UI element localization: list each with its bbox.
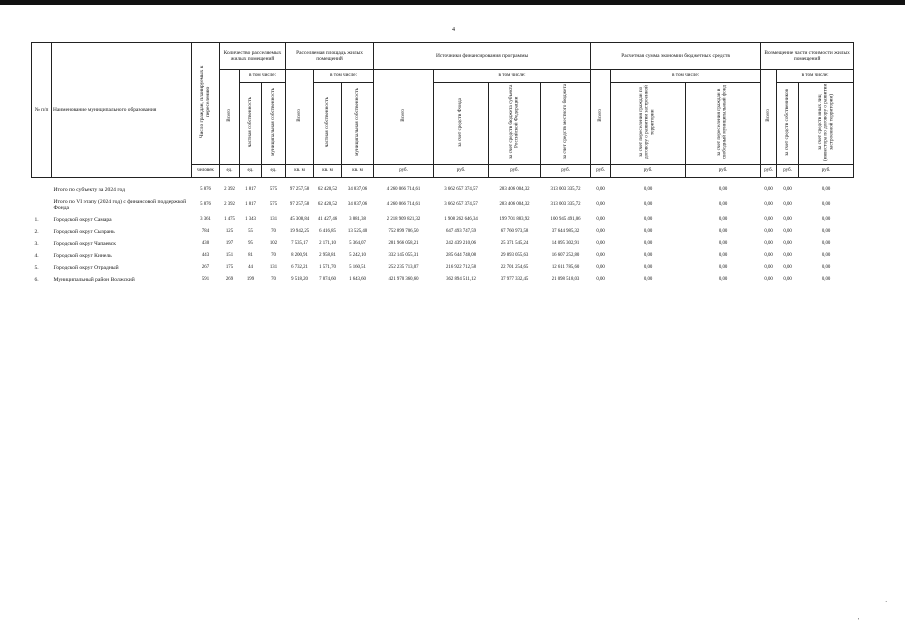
value-cell: 313 003 335,72 — [550, 202, 581, 208]
resettlement-table — [31, 42, 854, 286]
value-cell: 0,00 — [783, 229, 792, 235]
value-cell: 0,00 — [821, 202, 831, 208]
value-cell: 0,00 — [783, 253, 792, 259]
header-eco-free: за счет переселения граждан в свободный муниципальный фонд — [686, 83, 761, 165]
value-cell: 575 — [269, 187, 278, 193]
value-cell: 0,00 — [718, 241, 728, 247]
value-cell: 45 308,84 — [289, 217, 310, 223]
value-cell: 0,00 — [643, 217, 653, 223]
row-number — [32, 196, 52, 214]
value-cell: 281 966 058,21 — [388, 241, 419, 247]
scan-mark: ' — [858, 617, 860, 625]
header-funding-group: Источники финансирования программы — [374, 43, 591, 70]
value-cell: 0,00 — [643, 265, 653, 271]
unit-cell: руб. — [541, 164, 591, 177]
value-cell: 443 — [201, 253, 210, 259]
value-cell: 44 — [248, 265, 253, 271]
value-cell: 1 343 — [245, 217, 256, 223]
header-economy-group: Расчетная сумма экономии бюджетных средств — [591, 43, 761, 70]
header-area-municipal: муниципальная собственность — [342, 83, 374, 165]
value-cell: 0,00 — [718, 253, 728, 259]
value-cell: 0,00 — [718, 202, 728, 208]
value-cell: 0,00 — [821, 187, 831, 193]
row-number: 2. — [34, 228, 39, 235]
value-cell: 8 200,91 — [291, 253, 308, 259]
value-cell: 647 493 747,59 — [446, 229, 477, 235]
value-cell: 55 — [248, 229, 253, 235]
header-comp-incl: в том числе: — [777, 70, 854, 83]
value-cell: 0,00 — [821, 217, 831, 223]
value-cell: 285 644 748,08 — [446, 253, 477, 259]
value-cell: 97 257,58 — [289, 202, 310, 208]
value-cell: 0,00 — [764, 217, 773, 223]
header-count-municipal: муниципальная собственность — [262, 83, 286, 165]
header-no: № п/п — [32, 43, 52, 178]
header-funding-incl: в том числе: — [434, 70, 591, 83]
header-eco-dev: за счет переселения граждан по договору о развитии застроенной территории — [611, 83, 686, 165]
header-economy-total: Всего — [591, 70, 611, 165]
value-cell: 67 760 973,58 — [500, 229, 529, 235]
table-row — [32, 274, 854, 286]
header-economy-incl: в том числе: — [611, 70, 761, 83]
value-cell: 269 — [225, 277, 234, 283]
value-cell: 0,00 — [783, 202, 792, 208]
row-name: Городской округ Отрадный — [53, 264, 119, 271]
header-fund: за счет средств Фонда — [434, 83, 489, 165]
value-cell: 0,00 — [643, 187, 653, 193]
value-cell: 62 420,52 — [317, 202, 338, 208]
value-cell: 97 257,58 — [289, 187, 310, 193]
header-comp-others: за счет средств иных лиц (инвестора по договору о развитии застроенной территории) — [799, 83, 854, 165]
value-cell: 3 662 657 374,57 — [444, 187, 478, 193]
value-cell: 5 160,51 — [349, 265, 366, 271]
unit-cell: человек — [192, 164, 220, 177]
value-cell: 1 475 — [224, 217, 235, 223]
value-cell: 0,00 — [764, 277, 773, 283]
header-funding-total: Всего — [374, 70, 434, 165]
row-name: Городской округ Самара — [53, 216, 112, 223]
value-cell: 3 662 657 374,57 — [444, 202, 478, 208]
value-cell: 7 874,60 — [319, 277, 336, 283]
row-number: 6. — [34, 276, 39, 283]
table-row — [32, 250, 854, 262]
unit-cell: руб. — [489, 164, 541, 177]
row-name: Городской округ Кинель — [53, 252, 112, 259]
value-cell: 3 881,38 — [349, 217, 366, 223]
value-cell: 5 876 — [200, 187, 211, 193]
value-cell: 102 — [269, 241, 278, 247]
header-name: Наименование муниципального образования — [52, 43, 192, 178]
value-cell: 1 908 262 646,34 — [444, 217, 478, 223]
value-cell: 0,00 — [764, 241, 773, 247]
row-name: Итого по субъекту за 2024 год — [53, 186, 125, 193]
top-scan-border — [0, 0, 905, 5]
value-cell: 70 — [271, 253, 276, 259]
value-cell: 591 — [201, 277, 210, 283]
value-cell: 0,00 — [764, 187, 773, 193]
value-cell: 0,00 — [596, 253, 605, 259]
header-count-total: Всего — [220, 70, 240, 165]
unit-cell: руб. — [777, 164, 799, 177]
unit-cell: руб. — [591, 164, 611, 177]
header-comp-owners: за счет средств собственников — [777, 83, 799, 165]
value-cell: 0,00 — [783, 265, 792, 271]
row-name: Городской округ Чапаевск — [53, 240, 116, 247]
value-cell: 70 — [271, 229, 276, 235]
value-cell: 2 218 909 821,32 — [386, 217, 421, 223]
value-cell: 37 644 985,32 — [551, 229, 580, 235]
value-cell: 41 427,46 — [317, 217, 338, 223]
unit-cell: руб. — [611, 164, 686, 177]
value-cell: 14 095 302,91 — [551, 241, 580, 247]
value-cell: 0,00 — [596, 265, 605, 271]
value-cell: 22 701 254,65 — [500, 265, 529, 271]
unit-cell: ед. — [262, 164, 286, 177]
value-cell: 0,00 — [718, 217, 728, 223]
row-number: 1. — [34, 216, 39, 223]
page-number: 4 — [452, 27, 455, 33]
value-cell: 0,00 — [643, 229, 653, 235]
row-number: 5. — [34, 264, 39, 271]
value-cell: 0,00 — [821, 265, 831, 271]
header-regional: за счет средств бюджета субъекта Российской Федерации — [489, 83, 541, 165]
value-cell: 0,00 — [764, 202, 773, 208]
value-cell: 13 525,40 — [347, 229, 368, 235]
value-cell: 5 364,07 — [349, 241, 366, 247]
value-cell: 0,00 — [718, 277, 728, 283]
unit-cell: кв. м — [286, 164, 314, 177]
table-body — [32, 177, 854, 286]
value-cell: 0,00 — [643, 202, 653, 208]
value-cell: 197 — [225, 241, 234, 247]
value-cell: 0,00 — [596, 202, 605, 208]
value-cell: 313 003 335,72 — [550, 187, 581, 193]
unit-cell: руб. — [434, 164, 489, 177]
value-cell: 283 406 004,32 — [499, 187, 530, 193]
table-header — [32, 43, 854, 178]
value-cell: 125 — [225, 229, 234, 235]
value-cell: 6 732,21 — [291, 265, 308, 271]
unit-cell: руб. — [761, 164, 777, 177]
value-cell: 0,00 — [643, 253, 653, 259]
unit-cell: руб. — [686, 164, 761, 177]
value-cell: 1 817 — [245, 187, 256, 193]
value-cell: 37 977 332,45 — [500, 277, 529, 283]
row-number — [32, 184, 52, 196]
unit-cell: ед. — [220, 164, 240, 177]
table-row — [32, 226, 854, 238]
value-cell: 16 607 252,80 — [551, 253, 580, 259]
unit-cell: кв. м — [342, 164, 374, 177]
value-cell: 9 518,20 — [291, 277, 308, 283]
table-row — [32, 214, 854, 226]
header-area-private: частная собственность — [314, 83, 342, 165]
value-cell: 19 942,25 — [289, 229, 310, 235]
value-cell: 362 894 511,12 — [446, 277, 476, 283]
value-cell: 0,00 — [596, 277, 605, 283]
value-cell: 151 — [225, 253, 234, 259]
value-cell: 430 — [201, 241, 210, 247]
value-cell: 2 392 — [224, 187, 235, 193]
table-row — [32, 238, 854, 250]
value-cell: 7 535,17 — [291, 241, 308, 247]
row-number: 3. — [34, 240, 39, 247]
value-cell: 3 361 — [200, 217, 211, 223]
value-cell: 0,00 — [821, 229, 831, 235]
value-cell: 0,00 — [783, 217, 792, 223]
value-cell: 0,00 — [596, 217, 605, 223]
unit-cell: руб. — [799, 164, 854, 177]
value-cell: 332 145 055,31 — [388, 253, 419, 259]
value-cell: 0,00 — [821, 277, 831, 283]
header-count-group: Количество расселяемых жилых помещений — [220, 43, 286, 70]
header-count-private: частная собственность — [240, 83, 262, 165]
value-cell: 0,00 — [596, 229, 605, 235]
row-name: Муниципальный район Волжский — [53, 276, 135, 283]
value-cell: 2 171,10 — [319, 241, 336, 247]
value-cell: 2 392 — [224, 202, 235, 208]
table-row — [32, 262, 854, 274]
value-cell: 21 098 518,03 — [551, 277, 580, 283]
value-cell: 0,00 — [718, 265, 728, 271]
value-cell: 1 571,70 — [319, 265, 336, 271]
value-cell: 0,00 — [596, 241, 605, 247]
header-local: за счет средств местного бюджета — [541, 83, 591, 165]
value-cell: 34 837,06 — [347, 202, 368, 208]
value-cell: 34 837,06 — [347, 187, 368, 193]
unit-cell: ед. — [240, 164, 262, 177]
row-number: 4. — [34, 252, 39, 259]
value-cell: 1 817 — [245, 202, 256, 208]
value-cell: 25 371 545,24 — [500, 241, 529, 247]
row-name: Итого по VI этапу (2024 год) с финансовой поддержкой Фонда — [53, 198, 187, 211]
value-cell: 0,00 — [783, 277, 792, 283]
scan-mark: · — [885, 598, 888, 606]
header-count-incl: в том числе: — [240, 70, 286, 83]
value-cell: 421 970 360,60 — [388, 277, 419, 283]
value-cell: 575 — [269, 202, 278, 208]
unit-cell: кв. м — [314, 164, 342, 177]
value-cell: 784 — [201, 229, 210, 235]
value-cell: 131 — [269, 265, 278, 271]
value-cell: 0,00 — [764, 253, 773, 259]
value-cell: 62 420,52 — [317, 187, 338, 193]
value-cell: 0,00 — [821, 253, 831, 259]
unit-cell: руб. — [374, 164, 434, 177]
value-cell: 5 876 — [200, 202, 211, 208]
header-comp-total: Всего — [761, 70, 777, 165]
value-cell: 252 235 713,07 — [388, 265, 419, 271]
row-name: Городской округ Сызрань — [53, 228, 115, 235]
value-cell: 5 242,10 — [349, 253, 366, 259]
header-people: Число граждан, планируемых к переселению — [192, 43, 220, 165]
value-cell: 216 922 712,58 — [446, 265, 477, 271]
value-cell: 0,00 — [718, 187, 728, 193]
value-cell: 0,00 — [783, 241, 792, 247]
value-cell: 0,00 — [643, 277, 653, 283]
value-cell: 283 406 004,32 — [499, 202, 530, 208]
value-cell: 0,00 — [596, 187, 605, 193]
header-comp-group: Возмещение части стоимости жилых помещений — [761, 43, 854, 70]
value-cell: 199 701 883,92 — [499, 217, 530, 223]
table-row — [32, 184, 854, 196]
value-cell: 175 — [225, 265, 234, 271]
value-cell: 752 899 706,50 — [388, 229, 419, 235]
value-cell: 0,00 — [764, 229, 773, 235]
value-cell: 0,00 — [718, 229, 728, 235]
header-area-incl: в том числе: — [314, 70, 374, 83]
value-cell: 29 893 055,63 — [500, 253, 529, 259]
value-cell: 1 643,60 — [349, 277, 366, 283]
value-cell: 0,00 — [821, 241, 831, 247]
value-cell: 0,00 — [643, 241, 653, 247]
value-cell: 100 945 491,06 — [550, 217, 581, 223]
value-cell: 242 439 210,06 — [446, 241, 477, 247]
value-cell: 2 958,81 — [319, 253, 336, 259]
value-cell: 131 — [269, 217, 278, 223]
value-cell: 95 — [248, 241, 253, 247]
value-cell: 12 611 785,60 — [551, 265, 580, 271]
value-cell: 4 260 066 714,61 — [386, 187, 421, 193]
table-row — [32, 196, 854, 214]
value-cell: 81 — [248, 253, 253, 259]
value-cell: 0,00 — [764, 265, 773, 271]
header-area-group: Расселяемая площадь жилых помещений — [286, 43, 374, 70]
value-cell: 0,00 — [783, 187, 792, 193]
value-cell: 199 — [246, 277, 255, 283]
header-area-total: Всего — [286, 70, 314, 165]
value-cell: 4 260 066 714,61 — [386, 202, 421, 208]
value-cell: 6 416,85 — [319, 229, 336, 235]
value-cell: 70 — [271, 277, 276, 283]
value-cell: 267 — [201, 265, 210, 271]
